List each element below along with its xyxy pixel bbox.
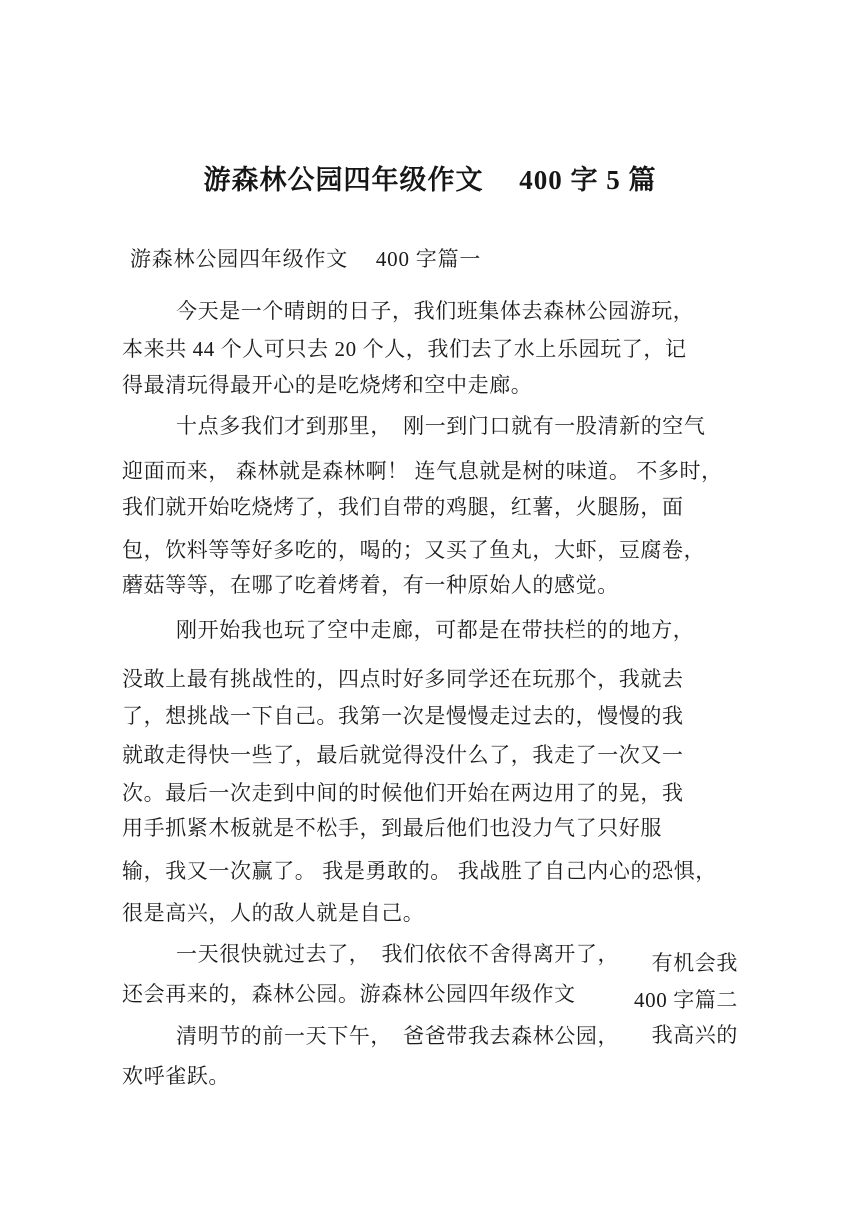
- document-title: 游森林公园四年级作文 400 字 5 篇: [203, 165, 657, 195]
- text-line: 没敢上最有挑战性的，四点时好多同学还在玩那个，我就去: [122, 667, 684, 691]
- text-line: 迎面而来， 森林就是森林啊！ 连气息就是树的味道。 不多时，: [122, 459, 723, 483]
- text-line: 一天很快就过去了， 我们依依不舍得离开了，: [176, 942, 620, 966]
- text-line: 次。最后一次走到中间的时候他们开始在两边用了的晃，我: [122, 781, 684, 805]
- text-line: 蘑菇等等，在哪了吃着烤着，有一种原始人的感觉。: [122, 573, 619, 597]
- text-line: 用手抓紧木板就是不松手，到最后他们也没力气了只好服: [122, 816, 662, 840]
- text-line: 了，想挑战一下自己。我第一次是慢慢走过去的，慢慢的我: [122, 704, 684, 728]
- text-line: 得最清玩得最开心的是吃烧烤和空中走廊。: [122, 373, 533, 397]
- text-line: 就敢走得快一些了，最后就觉得没什么了，我走了一次又一: [122, 743, 684, 767]
- text-line: 本来共 44 个人可只去 20 个人，我们去了水上乐园玩了，记: [122, 337, 687, 361]
- overflow-text: 400 字篇二: [634, 988, 738, 1012]
- text-line: 清明节的前一天下午， 爸爸带我去森林公园，: [176, 1024, 620, 1048]
- overflow-text: 我高兴的: [651, 1023, 738, 1047]
- text-line: 十点多我们才到那里， 刚一到门口就有一股清新的空气: [176, 414, 706, 438]
- text-line: 刚开始我也玩了空中走廊，可都是在带扶栏的的地方，: [176, 618, 695, 642]
- text-line: 我们就开始吃烧烤了，我们自带的鸡腿，红薯，火腿肠，面: [122, 495, 684, 519]
- text-line: 输，我又一次赢了。 我是勇敢的。 我战胜了自己内心的恐惧，: [122, 859, 717, 883]
- text-line: 今天是一个晴朗的日子，我们班集体去森林公园游玩，: [176, 299, 695, 323]
- text-line: 很是高兴，人的敌人就是自己。: [122, 901, 425, 925]
- text-line: 欢呼雀跃。: [122, 1064, 230, 1088]
- section-one-heading: 游森林公园四年级作文 400 字篇一: [130, 247, 482, 271]
- text-line: 还会再来的，森林公园。游森林公园四年级作文: [122, 982, 576, 1006]
- overflow-text: 有机会我: [651, 951, 738, 975]
- text-line: 包，饮料等等好多吃的，喝的；又买了鱼丸，大虾，豆腐卷，: [122, 538, 706, 562]
